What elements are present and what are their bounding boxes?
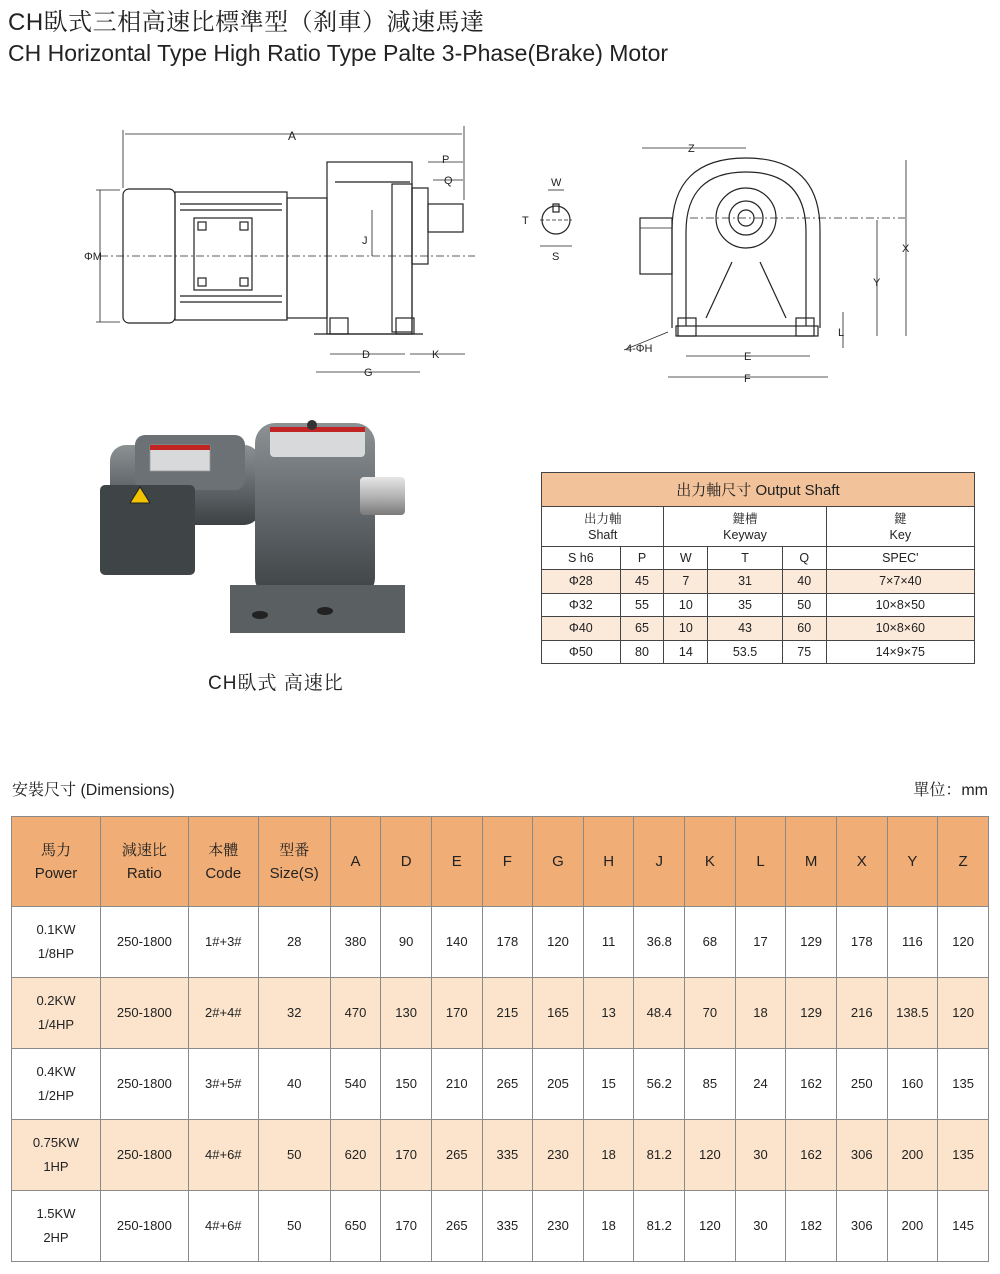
header-en: Code [205, 864, 242, 882]
table-cell: 210 [431, 1049, 482, 1120]
table-cell: 470 [330, 978, 381, 1049]
table-row [12, 1191, 989, 1262]
table-cell: 11 [583, 907, 634, 978]
table-cell: 120 [685, 1191, 736, 1262]
table-cell: 250-1800 [100, 978, 188, 1049]
table-cell: 540 [330, 1049, 381, 1120]
table-cell: 32 [258, 978, 330, 1049]
column-header: P [620, 547, 664, 570]
table-cell: 31 [708, 570, 783, 594]
column-header: SPEC' [826, 547, 974, 570]
table-cell: 335 [482, 1120, 533, 1191]
table-cell: 170 [381, 1120, 432, 1191]
table-cell: 48.4 [634, 978, 685, 1049]
table-cell: 2#+4# [188, 978, 258, 1049]
table-cell: 380 [330, 907, 381, 978]
table-cell: 15 [583, 1049, 634, 1120]
table-cell: 13 [583, 978, 634, 1049]
table-cell: 4#+6# [188, 1191, 258, 1262]
table-cell: 50 [782, 593, 826, 617]
table-cell: 65 [620, 617, 664, 641]
table-cell: 162 [786, 1049, 837, 1120]
table-cell: 10 [664, 617, 708, 641]
dim-label-z: Z [688, 143, 695, 155]
table-row [12, 978, 989, 1049]
header-size [258, 817, 330, 907]
header-zh: 本體 [208, 841, 239, 859]
dim-label-d: D [362, 349, 370, 361]
header-code [188, 817, 258, 907]
dimensions-table [11, 816, 989, 1262]
table-cell: 18 [583, 1120, 634, 1191]
power-kw: 0.2KW [36, 993, 76, 1008]
table-cell: 75 [782, 640, 826, 664]
table-cell: 85 [685, 1049, 736, 1120]
table-cell: 35 [708, 593, 783, 617]
header-en: Power [34, 864, 78, 882]
dim-label-y: Y [873, 277, 881, 289]
table-cell: 120 [938, 978, 989, 1049]
table-cell: 200 [887, 1191, 938, 1262]
table-cell: 120 [685, 1120, 736, 1191]
table-cell: 30 [735, 1120, 786, 1191]
table-cell: 265 [482, 1049, 533, 1120]
shaft-section-drawing [522, 177, 572, 263]
header-zh: 馬力 [40, 841, 71, 859]
table-cell: 250 [836, 1049, 887, 1120]
table-cell: 162 [786, 1120, 837, 1191]
table-cell: 60 [782, 617, 826, 641]
table-cell: 50 [258, 1120, 330, 1191]
table-row [542, 593, 975, 617]
table-cell: 135 [938, 1120, 989, 1191]
table-cell: 160 [887, 1049, 938, 1120]
dim-label-a: A [288, 129, 297, 143]
table-cell: 120 [533, 907, 584, 978]
table-cell: 135 [938, 1049, 989, 1120]
keyway-group-en: Keyway [723, 527, 767, 542]
table-cell: Φ32 [542, 593, 621, 617]
table-cell: 250-1800 [100, 1120, 188, 1191]
table-cell: 182 [786, 1191, 837, 1262]
table-cell: 3#+5# [188, 1049, 258, 1120]
header-ratio [100, 817, 188, 907]
table-cell: 55 [620, 593, 664, 617]
table-cell: 81.2 [634, 1191, 685, 1262]
power-kw: 0.4KW [36, 1064, 76, 1079]
dim-label-h: 4-ΦH [626, 343, 653, 355]
table-cell: 170 [381, 1191, 432, 1262]
column-header: T [708, 547, 783, 570]
table-cell: 36.8 [634, 907, 685, 978]
header-x: X [836, 817, 887, 907]
table-cell: 17 [735, 907, 786, 978]
table-cell: 40 [782, 570, 826, 594]
power-hp: 1/8HP [37, 946, 75, 961]
table-cell: 50 [258, 1191, 330, 1262]
table-cell: 10 [664, 593, 708, 617]
shaft-group-en: Shaft [588, 527, 618, 542]
table-cell: 265 [431, 1191, 482, 1262]
gear-motor-photo [90, 415, 405, 660]
table-row [542, 617, 975, 641]
power-hp: 1/4HP [37, 1017, 75, 1032]
table-cell: 90 [381, 907, 432, 978]
dim-label-e: E [744, 351, 752, 363]
dim-label-p: P [442, 154, 450, 166]
table-cell: 80 [620, 640, 664, 664]
column-header: Q [782, 547, 826, 570]
table-cell: 43 [708, 617, 783, 641]
power-cell [12, 907, 101, 978]
header-power [12, 817, 101, 907]
table-cell: 250-1800 [100, 907, 188, 978]
header-k: K [685, 817, 736, 907]
keyway-group-zh: 鍵槽 [732, 511, 758, 526]
header-j: J [634, 817, 685, 907]
table-cell: 14 [664, 640, 708, 664]
table-cell: 120 [938, 907, 989, 978]
table-cell: 335 [482, 1191, 533, 1262]
table-cell: 170 [431, 978, 482, 1049]
header-f: F [482, 817, 533, 907]
table-cell: 129 [786, 978, 837, 1049]
header-a: A [330, 817, 381, 907]
table-cell: 129 [786, 907, 837, 978]
table-cell: 4#+6# [188, 1120, 258, 1191]
dim-label-t: T [522, 215, 529, 227]
key-group-header [826, 507, 974, 547]
power-cell [12, 1191, 101, 1262]
output-shaft-table [541, 472, 975, 664]
table-cell: Φ40 [542, 617, 621, 641]
key-group-zh: 鍵 [894, 511, 907, 526]
dim-label-l: L [838, 327, 845, 339]
table-cell: 178 [836, 907, 887, 978]
table-cell: 10×8×60 [826, 617, 974, 641]
power-cell [12, 978, 101, 1049]
key-group-en: Key [889, 527, 912, 542]
header-zh: 減速比 [121, 841, 167, 859]
table-cell: 45 [620, 570, 664, 594]
table-cell: 200 [887, 1120, 938, 1191]
table-cell: 14×9×75 [826, 640, 974, 664]
table-cell: 130 [381, 978, 432, 1049]
table-row [12, 1049, 989, 1120]
dim-label-m: ΦM [84, 251, 102, 263]
table-cell: 53.5 [708, 640, 783, 664]
header-h: H [583, 817, 634, 907]
dimensions-label: 安裝尺寸 (Dimensions) [12, 782, 175, 799]
table-cell: 40 [258, 1049, 330, 1120]
table-cell: 1#+3# [188, 907, 258, 978]
dim-label-s: S [552, 251, 560, 263]
power-kw: 1.5KW [36, 1206, 76, 1221]
unit-label: 單位：mm [913, 782, 988, 799]
table-cell: 620 [330, 1120, 381, 1191]
header-en: Size(S) [269, 864, 319, 882]
table-cell: 230 [533, 1120, 584, 1191]
dim-label-f: F [744, 373, 751, 385]
table-cell: 10×8×50 [826, 593, 974, 617]
power-hp: 2HP [43, 1230, 69, 1245]
header-en: Ratio [126, 864, 162, 882]
table-cell: 24 [735, 1049, 786, 1120]
dim-label-k: K [432, 349, 440, 361]
power-kw: 0.75KW [32, 1135, 80, 1150]
side-view-drawing [84, 126, 475, 379]
dim-label-j: J [362, 235, 368, 247]
shaft-group-header [542, 507, 664, 547]
table-cell: 250-1800 [100, 1049, 188, 1120]
table-cell: 250-1800 [100, 1191, 188, 1262]
table-cell: 81.2 [634, 1120, 685, 1191]
header-l: L [735, 817, 786, 907]
shaft-group-zh: 出力軸 [583, 511, 622, 526]
page-title-english: CH Horizontal Type High Ratio Type Palte 3-Phase(Brake) Motor [8, 40, 669, 66]
table-cell: 165 [533, 978, 584, 1049]
table-cell: 7 [664, 570, 708, 594]
table-row [542, 640, 975, 664]
table-cell: 230 [533, 1191, 584, 1262]
dim-label-x: X [902, 243, 910, 255]
table-cell: Φ50 [542, 640, 621, 664]
header-g: G [533, 817, 584, 907]
table-cell: 28 [258, 907, 330, 978]
table-row [12, 907, 989, 978]
keyway-group-header [664, 507, 826, 547]
header-e: E [431, 817, 482, 907]
dim-label-w: W [551, 177, 562, 189]
header-d: D [381, 817, 432, 907]
technical-drawing [0, 100, 1000, 400]
table-cell: 265 [431, 1120, 482, 1191]
header-z: Z [938, 817, 989, 907]
table-cell: 30 [735, 1191, 786, 1262]
table-cell: 205 [533, 1049, 584, 1120]
table-cell: 145 [938, 1191, 989, 1262]
table-cell: 18 [735, 978, 786, 1049]
power-hp: 1/2HP [37, 1088, 75, 1103]
table-row [542, 570, 975, 594]
table-row [12, 1120, 989, 1191]
table-cell: 7×7×40 [826, 570, 974, 594]
page-title-chinese: CH臥式三相高速比標準型（刹車）減速馬達 [8, 9, 485, 36]
dim-label-g: G [364, 367, 373, 379]
table-cell: Φ28 [542, 570, 621, 594]
table-cell: 178 [482, 907, 533, 978]
power-cell [12, 1049, 101, 1120]
column-header: S h6 [542, 547, 621, 570]
power-hp: 1HP [43, 1159, 69, 1174]
dim-label-q: Q [444, 175, 453, 187]
table-cell: 650 [330, 1191, 381, 1262]
front-view-drawing [624, 143, 910, 385]
column-header: W [664, 547, 708, 570]
power-cell [12, 1120, 101, 1191]
table-cell: 150 [381, 1049, 432, 1120]
table-cell: 56.2 [634, 1049, 685, 1120]
table-cell: 68 [685, 907, 736, 978]
table-cell: 18 [583, 1191, 634, 1262]
table-cell: 306 [836, 1191, 887, 1262]
header-m: M [786, 817, 837, 907]
table-cell: 116 [887, 907, 938, 978]
header-y: Y [887, 817, 938, 907]
power-kw: 0.1KW [36, 922, 76, 937]
table-cell: 306 [836, 1120, 887, 1191]
photo-caption: CH臥式 高速比 [208, 673, 344, 694]
table-cell: 140 [431, 907, 482, 978]
table-cell: 70 [685, 978, 736, 1049]
table-cell: 216 [836, 978, 887, 1049]
header-zh: 型番 [279, 841, 310, 859]
table-cell: 215 [482, 978, 533, 1049]
table-cell: 138.5 [887, 978, 938, 1049]
output-shaft-title: 出力軸尺寸 Output Shaft [542, 473, 975, 507]
